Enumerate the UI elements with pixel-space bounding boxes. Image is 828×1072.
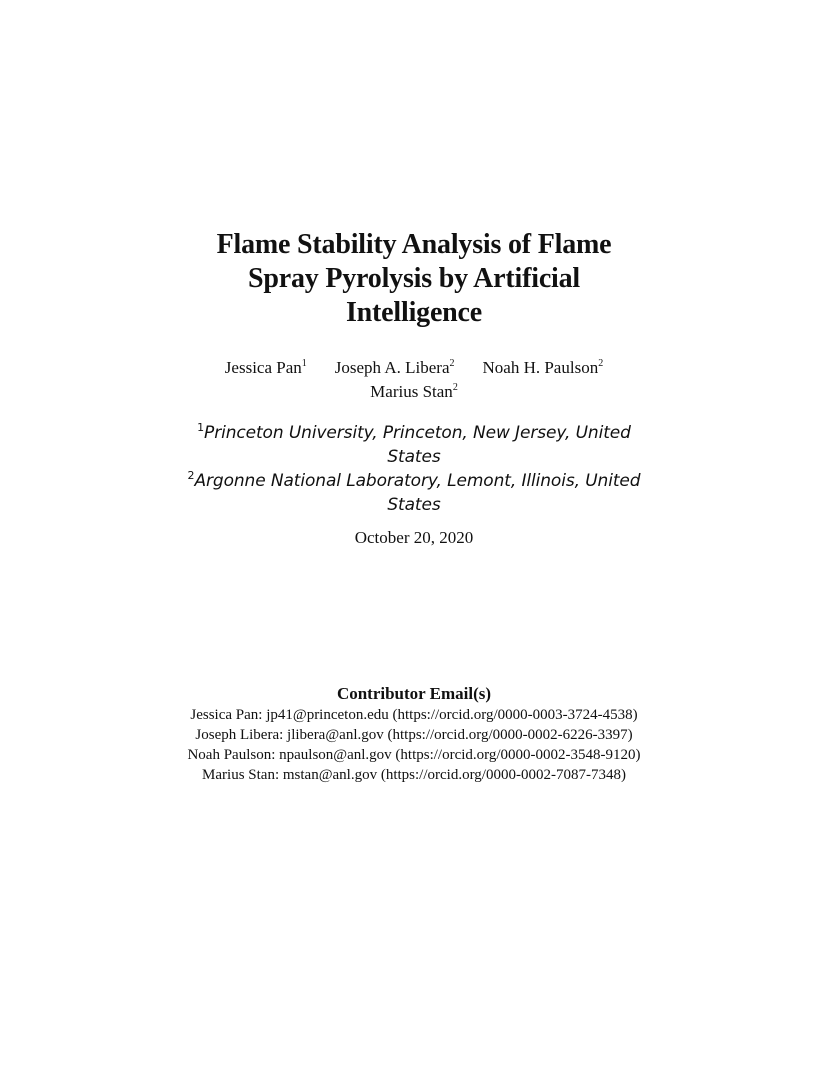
affiliation-mark: 2 <box>598 358 604 369</box>
author <box>335 357 455 379</box>
affiliation-text: Princeton University, Princeton, New Jersey, United <box>204 423 631 443</box>
contributor-line: Jessica Pan: jp41@princeton.edu (https://orcid.org/0000-0003-3724-4538) <box>190 707 638 723</box>
title-line: Spray Pyrolysis by Artificial <box>247 263 581 294</box>
affiliation <box>150 469 678 517</box>
author-name: Marius Stan <box>370 382 453 401</box>
affiliation-mark: 2 <box>449 358 455 369</box>
contributor-list <box>0 705 828 785</box>
affiliation-mark: 1 <box>197 421 205 434</box>
title-line: Flame Stability Analysis of Flame <box>216 229 612 260</box>
affiliation <box>150 421 678 469</box>
affiliation-text: States <box>387 495 441 515</box>
author-name: Joseph A. Libera <box>334 358 450 377</box>
affiliation-mark: 1 <box>301 358 307 369</box>
author <box>483 357 604 379</box>
contributor-line: Joseph Libera: jlibera@anl.gov (https://orcid.org/0000-0002-6226-3397) <box>195 727 633 743</box>
author <box>370 382 458 401</box>
author-name: Noah H. Paulson <box>482 358 599 377</box>
affiliation-text: Argonne National Laboratory, Lemont, Illinois, United <box>194 471 641 491</box>
author-list <box>0 357 828 379</box>
affiliation-mark: 2 <box>187 469 195 482</box>
contributor-heading: Contributor Email(s) <box>336 684 492 703</box>
author-name: Jessica Pan <box>224 358 302 377</box>
publication-date: October 20, 2020 <box>354 528 474 547</box>
contributor-line: Noah Paulson: npaulson@anl.gov (https://orcid.org/0000-0002-3548-9120) <box>187 747 641 763</box>
paper-title <box>150 228 678 330</box>
title-line: Intelligence <box>345 297 482 328</box>
contributor-line: Marius Stan: mstan@anl.gov (https://orcid.org/0000-0002-7087-7348) <box>202 767 626 783</box>
affiliation-mark: 2 <box>452 382 458 393</box>
author-list-continued <box>0 381 828 403</box>
author <box>225 357 307 379</box>
affiliation-text: States <box>387 447 441 467</box>
